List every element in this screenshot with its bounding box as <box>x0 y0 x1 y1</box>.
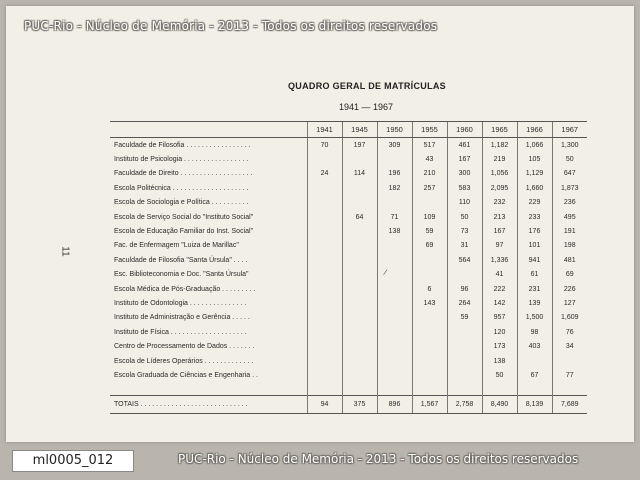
institution-name: Escola de Serviço Social do "Instituto Social" <box>114 213 254 221</box>
pen-mark: / <box>382 267 388 278</box>
enrollment-cell <box>307 196 342 210</box>
enrollment-cell <box>307 152 342 166</box>
institution-name: Fac. de Enfermagem "Luiza de Marillac" <box>114 242 239 250</box>
enrollment-cell <box>307 181 342 195</box>
table-row <box>110 138 587 153</box>
enrollment-cell: 24 <box>307 167 342 181</box>
enrollment-cell <box>342 181 377 195</box>
enrollment-cell <box>342 282 377 296</box>
enrollment-cell: 69 <box>412 239 447 253</box>
enrollment-cell <box>412 325 447 339</box>
enrollment-cell <box>342 339 377 353</box>
institution-name: Escola de Educação Familiar do Inst. Social" <box>114 228 254 236</box>
enrollment-cell: 167 <box>447 152 482 166</box>
header-year: 1941 <box>307 122 342 138</box>
enrollment-cell: 143 <box>412 296 447 310</box>
institution-name: Escola Médica de Pós-Graduação . . . . . . . . . <box>114 285 256 293</box>
enrollment-cell: 231 <box>517 282 552 296</box>
enrollment-cell: 226 <box>552 282 587 296</box>
enrollment-cell: 31 <box>447 239 482 253</box>
enrollment-cell <box>307 210 342 224</box>
enrollment-cell: 71 <box>377 210 412 224</box>
enrollment-cell <box>307 368 342 382</box>
enrollment-cell: 114 <box>342 167 377 181</box>
institution-name: Instituto de Psicologia . . . . . . . . . . . . . . . . . <box>114 156 249 164</box>
institution-name: Escola de Líderes Operários . . . . . . . . . . . . . <box>114 357 254 365</box>
enrollment-cell <box>342 296 377 310</box>
institution-name: Esc. Biblioteconomia e Doc. "Santa Úrsula" <box>114 271 249 279</box>
header-year: 1966 <box>517 122 552 138</box>
enrollment-cell <box>307 282 342 296</box>
enrollment-cell: 1,182 <box>482 138 517 153</box>
total-cell: 7,689 <box>552 395 587 413</box>
enrollment-cell: 197 <box>342 138 377 153</box>
institution-name: Instituto de Administração e Gerência . . . . . <box>114 314 250 322</box>
enrollment-cell <box>377 196 412 210</box>
enrollment-cell: 120 <box>482 325 517 339</box>
enrollment-cell <box>517 354 552 368</box>
enrollment-cell: 142 <box>482 296 517 310</box>
enrollment-cell: 96 <box>447 282 482 296</box>
enrollment-cell: 481 <box>552 253 587 267</box>
enrollment-cell: 198 <box>552 239 587 253</box>
enrollment-cell: 309 <box>377 138 412 153</box>
enrollment-cell <box>377 282 412 296</box>
enrollment-cell: 110 <box>447 196 482 210</box>
enrollment-cell <box>412 354 447 368</box>
enrollment-cell: 1,336 <box>482 253 517 267</box>
enrollment-cell: 517 <box>412 138 447 153</box>
institution-name: Instituto de Odontologia . . . . . . . . . . . . . . . <box>114 299 247 307</box>
table-row <box>110 181 587 195</box>
header-year: 1950 <box>377 122 412 138</box>
enrollment-cell: 233 <box>517 210 552 224</box>
enrollment-cell: 138 <box>377 224 412 238</box>
enrollment-cell: 98 <box>517 325 552 339</box>
enrollment-cell: 257 <box>412 181 447 195</box>
table-title: QUADRO GERAL DE MATRÍCULAS <box>288 81 446 91</box>
enrollment-cell <box>377 311 412 325</box>
enrollment-cell: 495 <box>552 210 587 224</box>
enrollment-cell: 1,300 <box>552 138 587 153</box>
enrollment-cell: 264 <box>447 296 482 310</box>
institution-name: Faculdade de Filosofia . . . . . . . . . . . . . . . . . <box>114 141 251 149</box>
enrollment-cell <box>377 152 412 166</box>
enrollment-cell <box>342 268 377 282</box>
enrollment-cell <box>307 296 342 310</box>
institution-name: Faculdade de Filosofia "Santa Úrsula" . . . . <box>114 256 248 264</box>
total-cell: 8,139 <box>517 395 552 413</box>
enrollment-cell: 6 <box>412 282 447 296</box>
enrollment-cell: 173 <box>482 339 517 353</box>
enrollment-cell <box>412 368 447 382</box>
total-cell: 375 <box>342 395 377 413</box>
page-number: 11 <box>59 246 71 257</box>
enrollment-cell <box>412 311 447 325</box>
table-period: 1941 — 1967 <box>339 102 394 112</box>
enrollment-cell: 73 <box>447 224 482 238</box>
enrollment-cell: 196 <box>377 167 412 181</box>
enrollment-cell <box>342 239 377 253</box>
enrollment-cell: 64 <box>342 210 377 224</box>
total-cell: 1,567 <box>412 395 447 413</box>
enrollment-cell <box>447 368 482 382</box>
enrollment-cell: 583 <box>447 181 482 195</box>
enrollment-cell: 127 <box>552 296 587 310</box>
enrollment-cell: 236 <box>552 196 587 210</box>
spacer-row <box>110 383 587 396</box>
enrollment-cell: 1,609 <box>552 311 587 325</box>
enrollment-cell: 50 <box>552 152 587 166</box>
enrollment-cell: 76 <box>552 325 587 339</box>
table-row <box>110 339 587 353</box>
enrollment-cell: 232 <box>482 196 517 210</box>
enrollment-cell <box>342 152 377 166</box>
enrollment-cell <box>412 196 447 210</box>
enrollment-cell: 213 <box>482 210 517 224</box>
enrollment-cell <box>377 268 412 282</box>
enrollment-cell <box>377 253 412 267</box>
table-row <box>110 239 587 253</box>
enrollment-cell: 67 <box>517 368 552 382</box>
enrollment-cell: 1,056 <box>482 167 517 181</box>
enrollment-cell <box>342 253 377 267</box>
header-year: 1965 <box>482 122 517 138</box>
enrollment-cell: 647 <box>552 167 587 181</box>
enrollment-cell: 957 <box>482 311 517 325</box>
enrollment-table <box>110 121 587 414</box>
table-row <box>110 368 587 382</box>
enrollment-cell <box>307 253 342 267</box>
enrollment-cell: 1,500 <box>517 311 552 325</box>
enrollment-cell <box>307 268 342 282</box>
enrollment-cell: 69 <box>552 268 587 282</box>
institution-name: Instituto de Física . . . . . . . . . . . . . . . . . . . . <box>114 328 247 336</box>
enrollment-cell: 109 <box>412 210 447 224</box>
table-row <box>110 196 587 210</box>
enrollment-cell <box>342 311 377 325</box>
enrollment-cell: 403 <box>517 339 552 353</box>
enrollment-cell <box>552 354 587 368</box>
enrollment-cell: 219 <box>482 152 517 166</box>
enrollment-cell: 564 <box>447 253 482 267</box>
enrollment-cell: 1,066 <box>517 138 552 153</box>
total-cell: 896 <box>377 395 412 413</box>
enrollment-cell: 1,129 <box>517 167 552 181</box>
enrollment-cell <box>412 253 447 267</box>
enrollment-cell <box>307 239 342 253</box>
enrollment-cell: 300 <box>447 167 482 181</box>
enrollment-cell <box>342 368 377 382</box>
enrollment-cell <box>412 268 447 282</box>
enrollment-cell: 167 <box>482 224 517 238</box>
enrollment-cell <box>377 239 412 253</box>
enrollment-cell: 176 <box>517 224 552 238</box>
enrollment-cell: 105 <box>517 152 552 166</box>
institution-name: Escola Graduada de Ciências e Engenharia . . <box>114 371 258 379</box>
table-row <box>110 224 587 238</box>
enrollment-cell: 1,873 <box>552 181 587 195</box>
enrollment-cell: 70 <box>307 138 342 153</box>
enrollment-cell <box>342 224 377 238</box>
table-row <box>110 296 587 310</box>
enrollment-cell: 77 <box>552 368 587 382</box>
enrollment-cell <box>342 325 377 339</box>
enrollment-cell: 59 <box>447 311 482 325</box>
enrollment-cell <box>447 268 482 282</box>
enrollment-cell: 229 <box>517 196 552 210</box>
header-year: 1955 <box>412 122 447 138</box>
table-row <box>110 167 587 181</box>
table-row <box>110 253 587 267</box>
enrollment-cell: 97 <box>482 239 517 253</box>
enrollment-cell <box>342 196 377 210</box>
institution-name: Escola de Sociologia e Política . . . . . . . . . . <box>114 199 249 207</box>
watermark-top: PUC-Rio - Núcleo de Memória - 2013 - Todos os direitos reservados <box>24 19 438 33</box>
total-cell: 2,758 <box>447 395 482 413</box>
enrollment-cell: 941 <box>517 253 552 267</box>
enrollment-cell: 138 <box>482 354 517 368</box>
enrollment-cell <box>412 339 447 353</box>
table-row <box>110 152 587 166</box>
table-row <box>110 268 587 282</box>
image-id-label: ml0005_012 <box>12 450 134 472</box>
enrollment-cell <box>377 368 412 382</box>
total-cell: 8,490 <box>482 395 517 413</box>
table-row <box>110 311 587 325</box>
document-page <box>6 6 634 442</box>
enrollment-cell: 101 <box>517 239 552 253</box>
enrollment-cell: 139 <box>517 296 552 310</box>
enrollment-cell <box>377 325 412 339</box>
total-cell: 94 <box>307 395 342 413</box>
enrollment-cell <box>307 224 342 238</box>
enrollment-cell: 191 <box>552 224 587 238</box>
enrollment-cell <box>307 311 342 325</box>
table-row <box>110 282 587 296</box>
enrollment-cell: 2,095 <box>482 181 517 195</box>
enrollment-cell: 182 <box>377 181 412 195</box>
enrollment-cell <box>307 339 342 353</box>
table-header-row <box>110 122 587 138</box>
enrollment-cell: 34 <box>552 339 587 353</box>
totals-row <box>110 395 587 413</box>
enrollment-cell <box>307 325 342 339</box>
header-year: 1945 <box>342 122 377 138</box>
header-year: 1967 <box>552 122 587 138</box>
enrollment-cell: 50 <box>447 210 482 224</box>
table-row <box>110 210 587 224</box>
enrollment-cell: 41 <box>482 268 517 282</box>
enrollment-cell <box>447 339 482 353</box>
enrollment-cell <box>377 339 412 353</box>
enrollment-cell: 210 <box>412 167 447 181</box>
enrollment-cell <box>342 354 377 368</box>
table-row <box>110 354 587 368</box>
institution-name: Escola Politécnica . . . . . . . . . . . . . . . . . . . . <box>114 184 249 192</box>
enrollment-cell: 1,660 <box>517 181 552 195</box>
enrollment-cell <box>307 354 342 368</box>
header-year: 1960 <box>447 122 482 138</box>
enrollment-cell: 43 <box>412 152 447 166</box>
header-institution <box>110 122 307 138</box>
table-row <box>110 325 587 339</box>
enrollment-cell: 59 <box>412 224 447 238</box>
institution-name: Faculdade de Direito . . . . . . . . . . . . . . . . . . . <box>114 170 253 178</box>
enrollment-cell <box>447 354 482 368</box>
enrollment-cell: 50 <box>482 368 517 382</box>
enrollment-cell <box>377 296 412 310</box>
enrollment-cell <box>447 325 482 339</box>
enrollment-cell <box>377 354 412 368</box>
enrollment-cell: 61 <box>517 268 552 282</box>
watermark-bottom: PUC-Rio - Núcleo de Memória - 2013 - Todos os direitos reservados <box>178 452 579 466</box>
enrollment-cell: 222 <box>482 282 517 296</box>
enrollment-cell: 461 <box>447 138 482 153</box>
totals-label: TOTAIS . . . . . . . . . . . . . . . . . . . . . . . . . . . . <box>110 395 307 413</box>
institution-name: Centro de Processamento de Dados . . . . . . . <box>114 343 255 351</box>
